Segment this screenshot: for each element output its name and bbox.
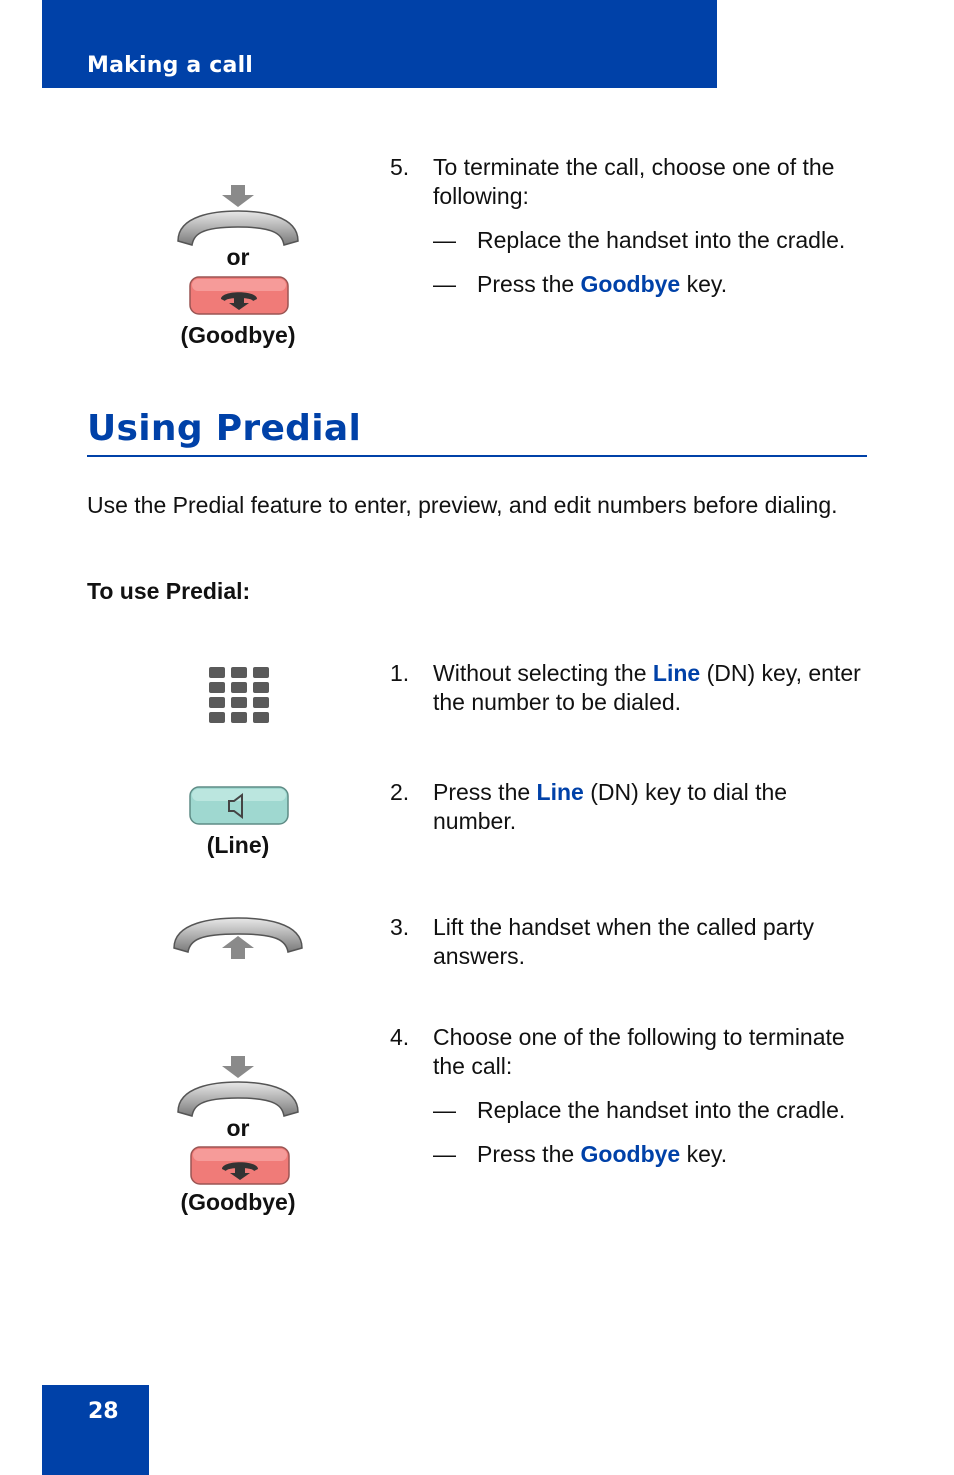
step-text bbox=[433, 659, 870, 717]
option-text bbox=[477, 270, 870, 299]
dialpad-icon bbox=[208, 666, 270, 724]
handset-up-icon bbox=[170, 914, 306, 960]
handset-down-icon bbox=[172, 183, 304, 247]
footer-bar bbox=[42, 1385, 149, 1475]
line-key-icon[interactable] bbox=[189, 786, 289, 826]
step-number: 3. bbox=[390, 914, 410, 940]
goodbye-keyword: Goodbye bbox=[580, 271, 681, 297]
option-item bbox=[390, 270, 870, 299]
option-item bbox=[390, 226, 870, 255]
goodbye-key-icon[interactable] bbox=[189, 276, 289, 316]
option-text bbox=[477, 1140, 870, 1169]
step-4 bbox=[390, 1023, 870, 1169]
step-text: Choose one of the following to terminate the call: bbox=[433, 1024, 845, 1079]
goodbye-keyword: Goodbye bbox=[580, 1141, 681, 1167]
or-label: or bbox=[226, 1115, 250, 1141]
option-text: Replace the handset into the cradle. bbox=[477, 1097, 846, 1123]
section-rule bbox=[87, 455, 867, 457]
step-text-after: (DN) key, enter the number to be dialed. bbox=[433, 660, 861, 715]
option-text-after: key. bbox=[680, 271, 728, 297]
step-number: 2. bbox=[390, 779, 410, 805]
option-item bbox=[390, 1140, 870, 1169]
dash: — bbox=[433, 1141, 456, 1167]
page-number: 28 bbox=[88, 1399, 119, 1424]
dash: — bbox=[433, 1097, 456, 1123]
option-item bbox=[390, 1096, 870, 1125]
step-5 bbox=[390, 153, 870, 299]
option-text-before: Press the bbox=[477, 271, 581, 297]
step-text-before: Without selecting the bbox=[433, 660, 653, 686]
goodbye-key-label: (Goodbye) bbox=[180, 322, 296, 348]
intro-paragraph: Use the Predial feature to enter, preview, and edit numbers before dialing. bbox=[87, 492, 838, 518]
header-bar bbox=[42, 0, 717, 88]
step-text-after: (DN) key to dial the number. bbox=[433, 779, 788, 834]
step-text: Lift the handset when the called party answers. bbox=[433, 914, 815, 969]
procedure-heading: To use Predial: bbox=[87, 578, 251, 604]
option-text-before: Press the bbox=[477, 1141, 581, 1167]
dash: — bbox=[433, 227, 456, 253]
step-text bbox=[433, 778, 870, 836]
section-title: Using Predial bbox=[87, 408, 362, 449]
or-label: or bbox=[226, 244, 250, 270]
line-keyword: Line bbox=[536, 779, 584, 805]
header-title: Making a call bbox=[87, 53, 254, 78]
step-number: 5. bbox=[390, 154, 410, 180]
option-text-after: key. bbox=[680, 1141, 728, 1167]
step-text: To terminate the call, choose one of the following: bbox=[433, 154, 835, 209]
step-3 bbox=[390, 913, 870, 971]
goodbye-key-icon[interactable] bbox=[190, 1146, 290, 1186]
step-2 bbox=[390, 778, 870, 836]
handset-down-icon bbox=[172, 1054, 304, 1118]
step-1 bbox=[390, 659, 870, 717]
dash: — bbox=[433, 271, 456, 297]
goodbye-key-label: (Goodbye) bbox=[180, 1189, 296, 1215]
step-text-before: Press the bbox=[433, 779, 537, 805]
step-number: 4. bbox=[390, 1024, 410, 1050]
line-keyword: Line bbox=[652, 660, 701, 686]
option-text: Replace the handset into the cradle. bbox=[477, 227, 846, 253]
step-number: 1. bbox=[390, 660, 410, 686]
line-key-label: (Line) bbox=[206, 832, 270, 858]
